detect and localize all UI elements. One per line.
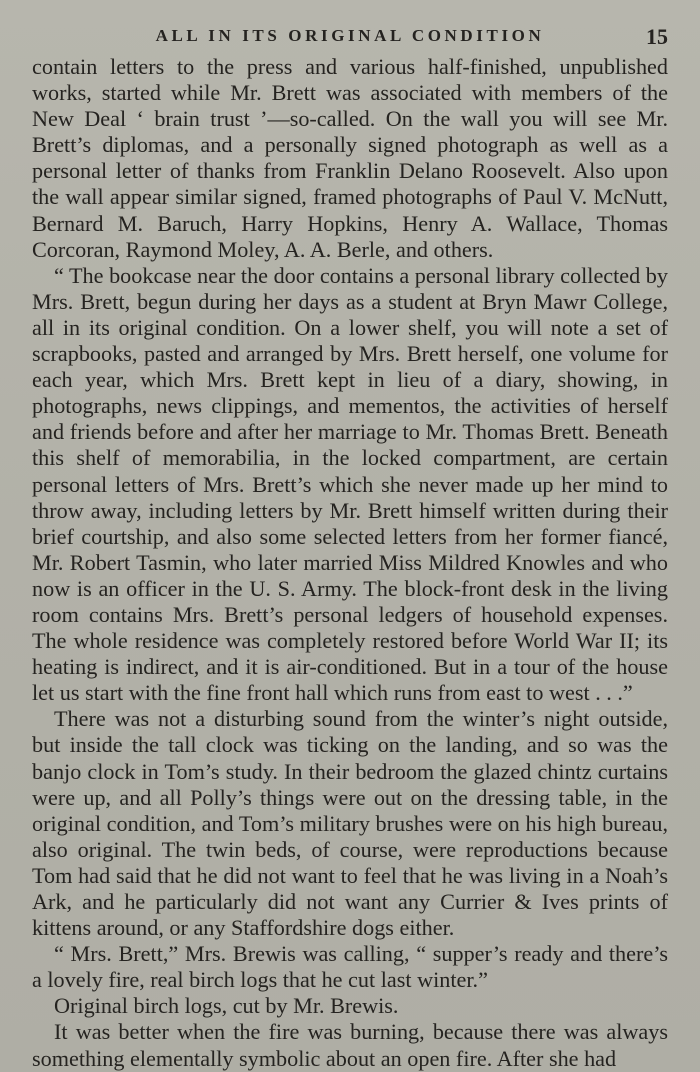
paragraph-4: “ Mrs. Brett,” Mrs. Brewis was calling, “ supper’s ready and there’s a lovely fire, real birch logs that he cut last winter.”	[32, 941, 668, 993]
page-number: 15	[646, 24, 668, 49]
paragraph-3: There was not a disturbing sound from the winter’s night outside, but inside the tall clock was ticking on the landing, and so was the banjo clock in Tom’s study. In their bedroom the glazed chintz curtains were up, and all Polly’s things were out on the dressing table, in the original condition, and Tom’s military brushes were on his high bureau, also original. The twin beds, of course, were reproductions because Tom had said that he did not want to feel that he was living in a Noah’s Ark, and he particularly did not want any Currier & Ives prints of kittens around, or any Staffordshire dogs either.	[32, 706, 668, 941]
running-header	[32, 24, 668, 54]
running-title: ALL IN ITS ORIGINAL CONDITION	[155, 26, 545, 45]
paragraph-2: “ The bookcase near the door contains a personal library collected by Mrs. Brett, begun during her days as a student at Bryn Mawr College, all in its original condition. On a lower shelf, you will note a set of scrapbooks, pasted and arranged by Mrs. Brett herself, one volume for each year, which Mrs. Brett kept in lieu of a diary, showing, in photographs, news clippings, and mementos, the activities of herself and friends before and after her marriage to Mr. Thomas Brett. Beneath this shelf of memorabilia, in the locked compartment, are certain personal letters of Mrs. Brett’s which she never made up her mind to throw away, including letters by Mr. Brett himself written during their brief courtship, and also some selected letters from her former fiancé, Mr. Robert Tasmin, who later married Miss Mildred Knowles and who now is an officer in the U. S. Army. The block-front desk in the living room contains Mrs. Brett’s personal ledgers of household expenses. The whole residence was completely restored before World War II; its heating is indirect, and it is air-conditioned. But in a tour of the house let us start with the fine front hall which runs from east to west . . .”	[32, 262, 668, 706]
paragraph-5: Original birch logs, cut by Mr. Brewis.	[54, 993, 399, 1019]
paragraph-1: contain letters to the press and various half-finished, unpublished works, started while Mr. Brett was associated with members of the New Deal ‘ brain trust ’—so-called. On the wall you will see Mr. Brett’s diplomas, and a personally signed photograph as well as a personal letter of thanks from Franklin Delano Roosevelt. Also upon the wall appear similar signed, framed photographs of Paul V. McNutt, Bernard M. Baruch, Harry Hopkins, Henry A. Wallace, Thomas Corcoran, Raymond Moley, A. A. Berle, and others.	[32, 54, 668, 262]
paragraph-6: It was better when the fire was burning, because there was always something elementally symbolic about an open fire. After she had	[32, 1019, 668, 1071]
body-text	[32, 54, 668, 1072]
